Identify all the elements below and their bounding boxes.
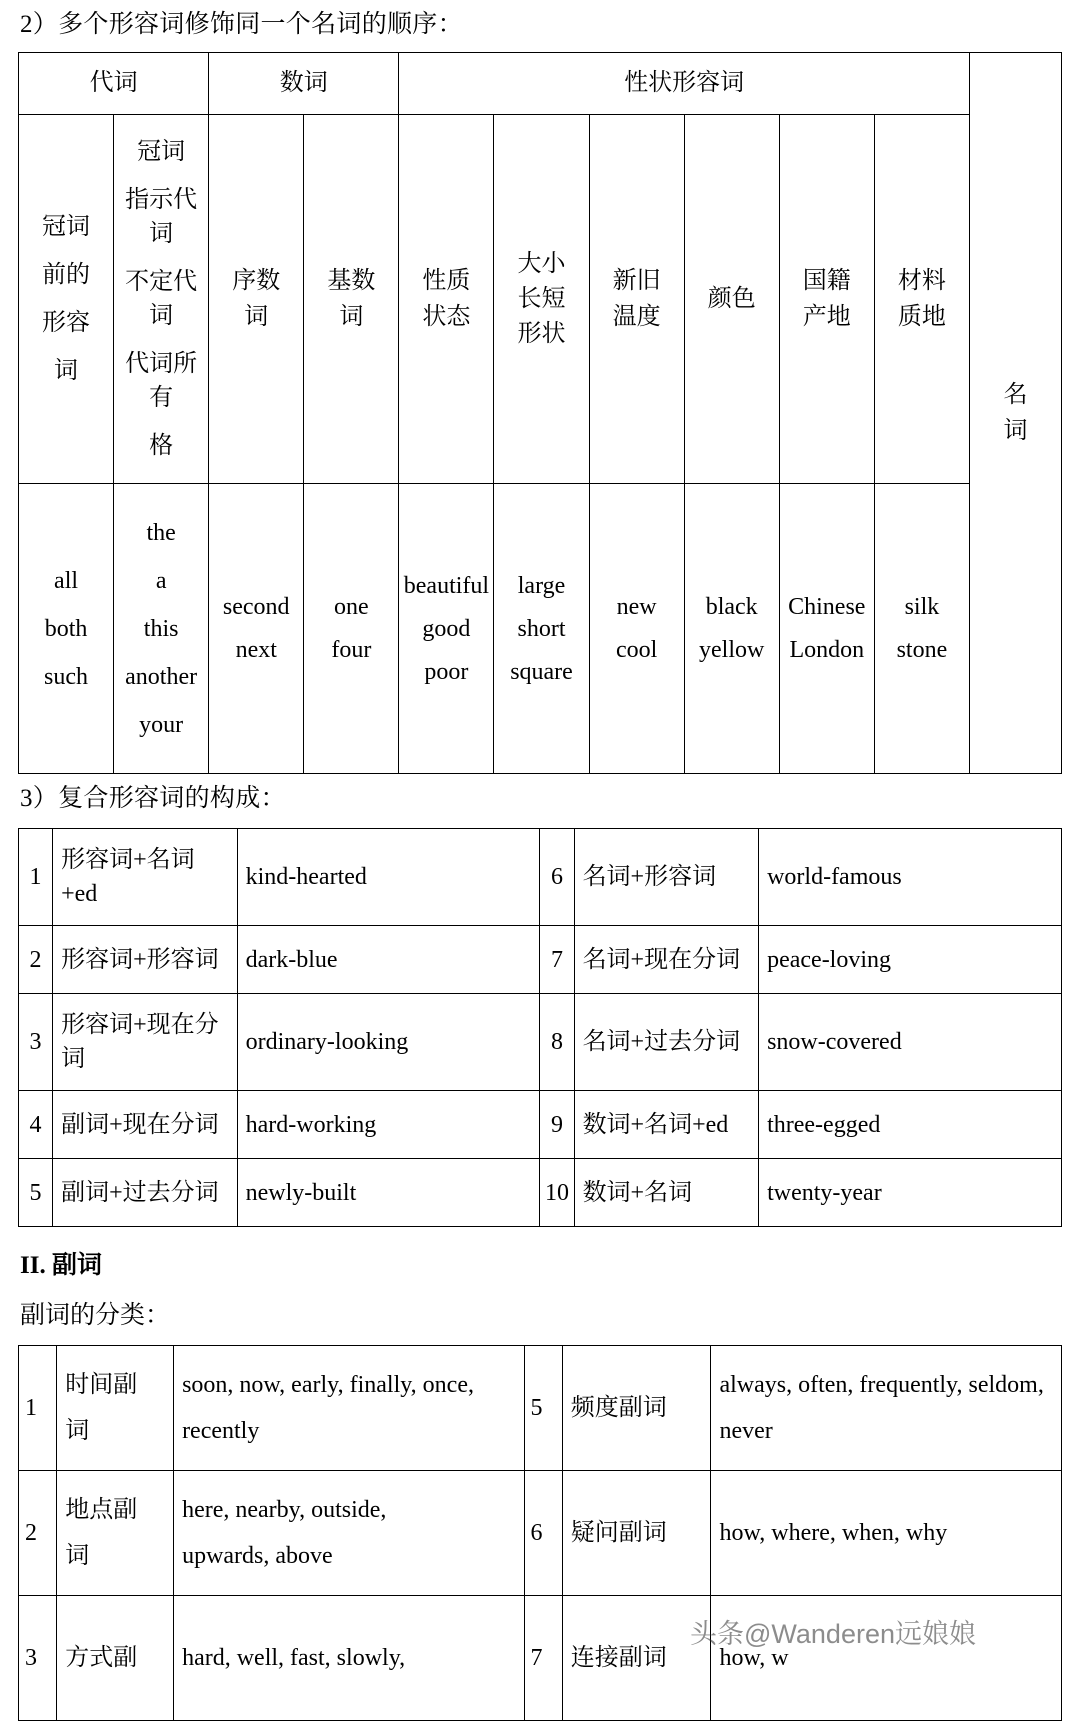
table-row-column-headers bbox=[19, 114, 1062, 484]
examples-pre-article-adj: all both such bbox=[19, 484, 114, 774]
row-number: 8 bbox=[540, 994, 574, 1091]
examples-quality-state: beautiful good poor bbox=[399, 484, 494, 774]
noun-column bbox=[970, 52, 1062, 774]
compound-adjective-table bbox=[18, 828, 1062, 1227]
adverb-category: 连接副词 bbox=[562, 1596, 711, 1721]
formation-example: snow-covered bbox=[759, 994, 1062, 1091]
adjective-order-heading: 2）多个形容词修饰同一个名词的顺序： bbox=[20, 11, 463, 38]
examples-age-temperature: new cool bbox=[589, 484, 684, 774]
formation-example: dark-blue bbox=[237, 926, 540, 994]
formation-example: three-egged bbox=[759, 1091, 1062, 1159]
table-row bbox=[19, 1159, 1062, 1227]
formation-example: kind-hearted bbox=[237, 829, 540, 926]
examples-nationality-origin: Chinese London bbox=[779, 484, 874, 774]
table-row bbox=[19, 1596, 1062, 1721]
column-header-color: 颜色 bbox=[684, 114, 779, 484]
group-header-pronoun: 代词 bbox=[19, 52, 209, 114]
noun-char-1: 名 bbox=[1003, 382, 1028, 409]
formation-type: 名词+过去分词 bbox=[574, 994, 759, 1091]
adverb-examples: how, where, when, why bbox=[711, 1471, 1062, 1596]
examples-material-texture: silk stone bbox=[874, 484, 969, 774]
column-header-cardinal: 基数 词 bbox=[304, 114, 399, 484]
column-header-age-temperature: 新旧 温度 bbox=[589, 114, 684, 484]
column-header-ordinal: 序数 词 bbox=[209, 114, 304, 484]
adverb-classification-heading: 副词的分类： bbox=[20, 1302, 171, 1330]
row-number: 5 bbox=[524, 1345, 562, 1470]
row-number: 7 bbox=[524, 1596, 562, 1721]
formation-type: 副词+现在分词 bbox=[53, 1091, 238, 1159]
examples-cardinal: one four bbox=[304, 484, 399, 774]
row-number: 7 bbox=[540, 926, 574, 994]
formation-type: 名词+现在分词 bbox=[574, 926, 759, 994]
formation-example: twenty-year bbox=[759, 1159, 1062, 1227]
column-header-size-shape: 大小 长短 形状 bbox=[494, 114, 589, 484]
adverb-examples: hard, well, fast, slowly, bbox=[174, 1596, 524, 1721]
row-number: 9 bbox=[540, 1091, 574, 1159]
table-row bbox=[19, 1345, 1062, 1470]
row-number: 2 bbox=[19, 1471, 57, 1596]
row-number: 10 bbox=[540, 1159, 574, 1227]
formation-type: 数词+名词 bbox=[574, 1159, 759, 1227]
column-header-pre-article-adj: 冠词 前的 形容 词 bbox=[19, 114, 114, 484]
examples-size-shape: large short square bbox=[494, 484, 589, 774]
adverb-examples: soon, now, early, finally, once, recently bbox=[174, 1345, 524, 1470]
table-row bbox=[19, 994, 1062, 1091]
row-number: 5 bbox=[19, 1159, 53, 1227]
adverb-category: 频度副词 bbox=[562, 1345, 711, 1470]
table-row-group-headers bbox=[19, 52, 1062, 114]
formation-example: world-famous bbox=[759, 829, 1062, 926]
table-row-examples bbox=[19, 484, 1062, 774]
row-number: 1 bbox=[19, 1345, 57, 1470]
row-number: 2 bbox=[19, 926, 53, 994]
table-row bbox=[19, 926, 1062, 994]
formation-type: 数词+名词+ed bbox=[574, 1091, 759, 1159]
row-number: 4 bbox=[19, 1091, 53, 1159]
column-header-quality-state: 性质 状态 bbox=[399, 114, 494, 484]
compound-adjective-heading: 3）复合形容词的构成： bbox=[20, 785, 286, 813]
adverb-examples: here, nearby, outside, upwards, above bbox=[174, 1471, 524, 1596]
formation-type: 形容词+名词+ed bbox=[53, 829, 238, 926]
formation-type: 形容词+现在分词 bbox=[53, 994, 238, 1091]
column-header-nationality-origin: 国籍 产地 bbox=[779, 114, 874, 484]
column-header-article-demonstrative: 冠词 指示代词 不定代词 代词所有 格 bbox=[114, 114, 209, 484]
row-number: 1 bbox=[19, 829, 53, 926]
noun-char-2: 词 bbox=[1003, 417, 1028, 444]
table-row bbox=[19, 1471, 1062, 1596]
row-number: 3 bbox=[19, 1596, 57, 1721]
row-number: 3 bbox=[19, 994, 53, 1091]
examples-color: black yellow bbox=[684, 484, 779, 774]
adjective-order-table bbox=[18, 52, 1062, 775]
adverb-classification-table bbox=[18, 1345, 1062, 1721]
column-header-material-texture: 材料 质地 bbox=[874, 114, 969, 484]
adverb-category: 方式副 bbox=[57, 1596, 174, 1721]
adverb-category: 疑问副词 bbox=[562, 1471, 711, 1596]
examples-article-demonstrative: the a this another your bbox=[114, 484, 209, 774]
watermark: 头条@Wanderen远娘娘 bbox=[690, 1619, 976, 1649]
table-row bbox=[19, 1091, 1062, 1159]
group-header-numeral: 数词 bbox=[209, 52, 399, 114]
adverb-category: 地点副 词 bbox=[57, 1471, 174, 1596]
adverb-examples: always, often, frequently, seldom, never bbox=[711, 1345, 1062, 1470]
formation-type: 形容词+形容词 bbox=[53, 926, 238, 994]
examples-ordinal: second next bbox=[209, 484, 304, 774]
group-header-descriptive: 性状形容词 bbox=[399, 52, 970, 114]
formation-example: newly-built bbox=[237, 1159, 540, 1227]
adverb-category: 时间副 词 bbox=[57, 1345, 174, 1470]
formation-example: peace-loving bbox=[759, 926, 1062, 994]
row-number: 6 bbox=[524, 1471, 562, 1596]
row-number: 6 bbox=[540, 829, 574, 926]
table-row bbox=[19, 829, 1062, 926]
formation-example: hard-working bbox=[237, 1091, 540, 1159]
adverb-examples: how, w bbox=[711, 1596, 1062, 1721]
adverb-section-title: II. 副词 bbox=[20, 1252, 102, 1280]
formation-type: 副词+过去分词 bbox=[53, 1159, 238, 1227]
formation-type: 名词+形容词 bbox=[574, 829, 759, 926]
formation-example: ordinary-looking bbox=[237, 994, 540, 1091]
